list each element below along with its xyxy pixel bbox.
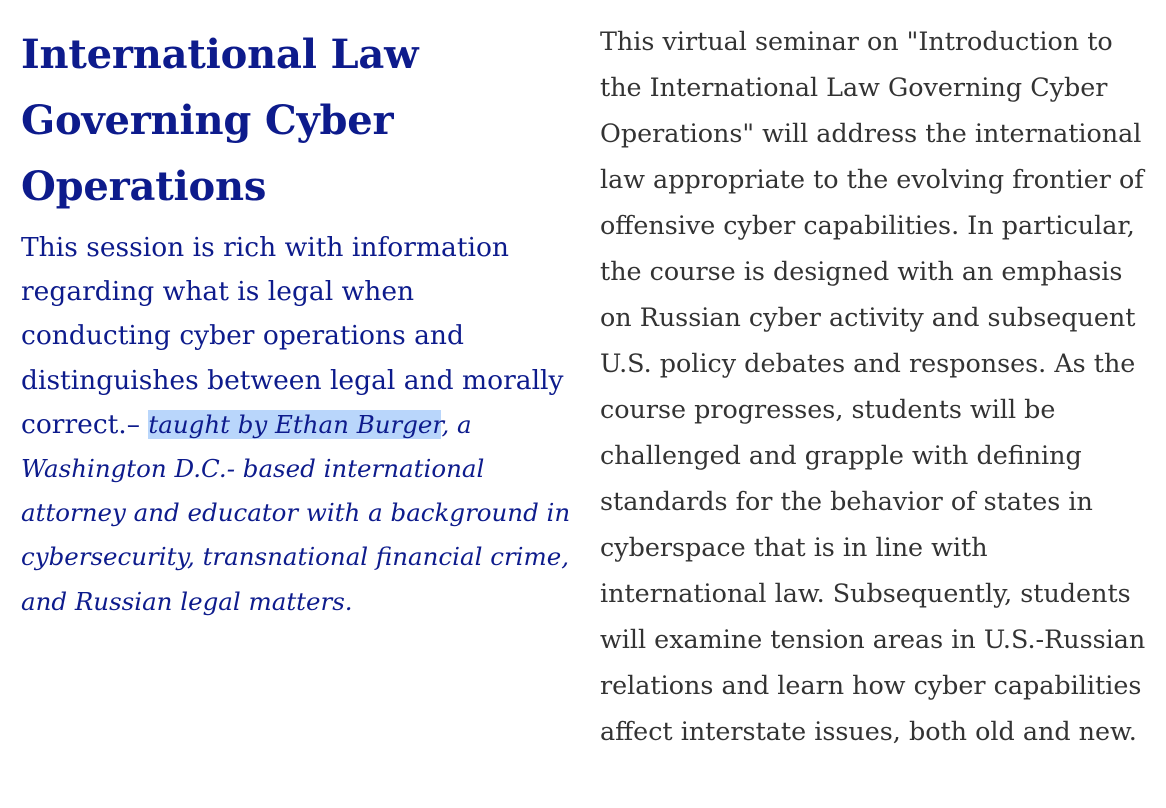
seminar-description-column — [600, 18, 1160, 754]
seminar-description: This virtual seminar on "Introduction to the International Law Governing Cyber Operations" will address the international law appropriate to the evolving frontier of offensive cyber capabilities. In particular, the course is designed with an emphasis on Russian cyber activity and subsequent U.S. policy debates and responses. As the course progresses, students will be challenged and grapple with defining standards for the behavior of states in cyberspace that is in line with international law. Subsequently, students will examine tension areas in U.S.-Russian relations and learn how cyber capabilities affect interstate issues, both old and new. — [600, 26, 1146, 746]
seminar-summary-column — [21, 22, 571, 624]
seminar-summary — [21, 226, 571, 624]
instructor-credit — [21, 410, 570, 616]
page-title: International Law Governing Cyber Operations — [21, 31, 419, 210]
selected-text-highlight[interactable]: taught by Ethan Burger — [148, 409, 442, 439]
instructor-bio: , a Washington D.C.- based international attorney and educator with a background in cybersecurity, transnational financial crime, and Russian legal matters. — [21, 409, 571, 616]
summary-text: This session is rich with information regarding what is legal when conducting cyber operations and distinguishes between legal and morally correct.– — [21, 232, 564, 440]
